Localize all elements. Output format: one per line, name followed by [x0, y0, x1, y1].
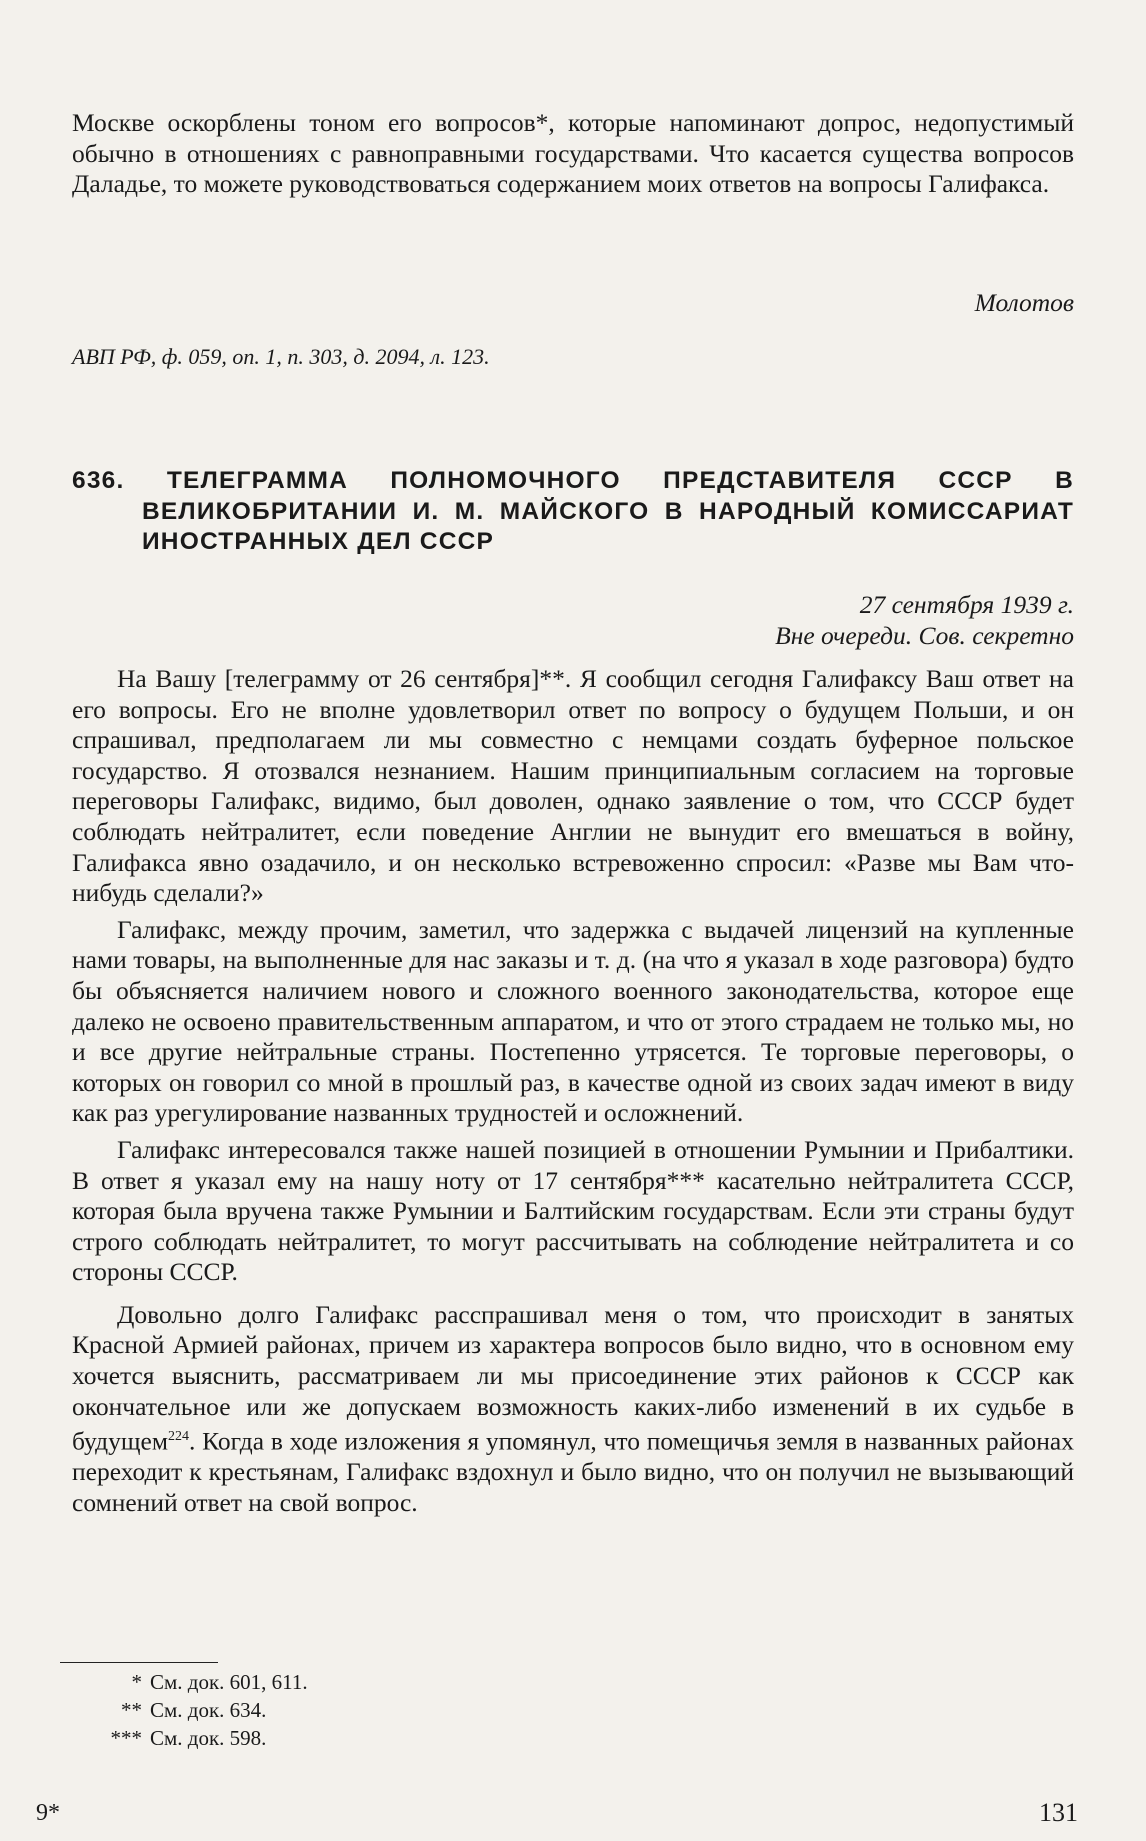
intro-paragraph: Москве оскорблены тоном его вопросов*, которые напоминают допрос, недопустимый обычно в отношениях с равноправными государствами. Что касается существа вопросов Даладье, то можете руководствоваться содержанием моих ответов на вопросы Галифакса.	[72, 108, 1074, 199]
note-reference-224: 224	[167, 1429, 189, 1445]
body-text	[72, 664, 1074, 1519]
body-paragraph-4-part-1: Довольно долго Галифакс расспрашивал меня о том, что происходит в занятых Красной Армией районах, причем из характера вопросов было видно, что в основном ему хочется выяснить, рассматриваем ли мы присоединение этих районов к СССР как окончательное или же допускаем возможность каких-либо изменений в их судьбе в будущем	[72, 1299, 1074, 1456]
footnote-marker: ***	[110, 1726, 142, 1750]
body-paragraph-2: Галифакс, между прочим, заметил, что задержка с выдачей лицензий на купленные нами товары, на выполненные для нас заказы и т. д. (на что я указал в ходе разговора) будто бы объясняется наличием нового и сложного военного законодательства, которое еще далеко не освоено правительственным аппаратом, и что от этого страдаем не только мы, но и все другие нейтральные страны. Постепенно утрясется. Те торговые переговоры, о которых он говорил со мной в прошлый раз, в качестве одной из своих задач имеют в виду как раз урегулирование названных трудностей и осложнений.	[72, 914, 1074, 1128]
footnote-2	[96, 1696, 308, 1724]
document-heading	[72, 466, 1074, 558]
dateline-block	[72, 590, 1074, 651]
footnotes	[96, 1668, 308, 1752]
footnote-3	[96, 1724, 308, 1752]
signature-block	[72, 288, 1074, 319]
footnote-separator	[60, 1662, 218, 1663]
footnote-text: См. док. 598.	[150, 1726, 267, 1750]
document-number: 636.	[72, 467, 125, 494]
page-number: 131	[1039, 1798, 1078, 1827]
footnote-text: См. док. 634.	[150, 1698, 267, 1722]
signature-mark: 9*	[36, 1800, 60, 1826]
body-paragraph-3: Галифакс интересовался также нашей позицией в отношении Румынии и Прибалтики. В ответ я указал ему на нашу ноту от 17 сентября*** касательно нейтралитета СССР, которая была вручена также Румынии и Балтийским государствам. Если эти страны будут строго соблюдать нейтралитет, то могут рассчитывать на соблюдение нейтралитета и со стороны СССР.	[72, 1134, 1074, 1287]
footnote-1	[96, 1668, 308, 1696]
body-paragraph-4	[72, 1300, 1074, 1519]
footnote-marker: **	[121, 1698, 142, 1722]
document-title	[72, 466, 1074, 558]
document-date: 27 сентября 1939 г.	[859, 590, 1074, 619]
document-title-text: ТЕЛЕГРАММА ПОЛНОМОЧНОГО ПРЕДСТАВИТЕЛЯ СССР В ВЕЛИКОБРИТАНИИ И. М. МАЙСКОГО В НАРОДНЫЙ КОМИССАРИАТ ИНОСТРАННЫХ ДЕЛ СССР	[142, 467, 1074, 556]
footnote-marker: *	[131, 1670, 142, 1694]
intro-block	[72, 108, 1074, 200]
body-paragraph-4-part-2: . Когда в ходе изложения я упомянул, что помещичья земля в названных районах переходит к крестьянам, Галифакс вздохнул и было видно, что он получил не вызывающий сомнений ответ на свой вопрос.	[72, 1426, 1074, 1517]
document-classification: Вне очереди. Сов. секретно	[775, 620, 1074, 650]
footnote-text: См. док. 601, 611.	[150, 1670, 308, 1694]
signature-molotov: Молотов	[974, 288, 1074, 317]
archive-ref-1: АВП РФ, ф. 059, оп. 1, п. 303, д. 2094, л. 123.	[72, 344, 490, 369]
archive-reference	[72, 342, 1074, 373]
body-paragraph-1: На Вашу [телеграмму от 26 сентября]**. Я сообщил сегодня Галифаксу Ваш ответ на его вопросы. Его не вполне удовлетворил ответ по вопросу о будущем Польши, и он спрашивал, предполагаем ли мы совместно с немцами создать буферное польское государство. Я отозвался незнанием. Нашим принципиальным согласием на торговые переговоры Галифакс, видимо, был доволен, однако заявление о том, что СССР будет соблюдать нейтралитет, если поведение Англии не вынудит его вмешаться в войну, Галифакса явно озадачило, и он несколько встревоженно спросил: «Разве мы Вам что-нибудь сделали?»	[72, 664, 1074, 908]
